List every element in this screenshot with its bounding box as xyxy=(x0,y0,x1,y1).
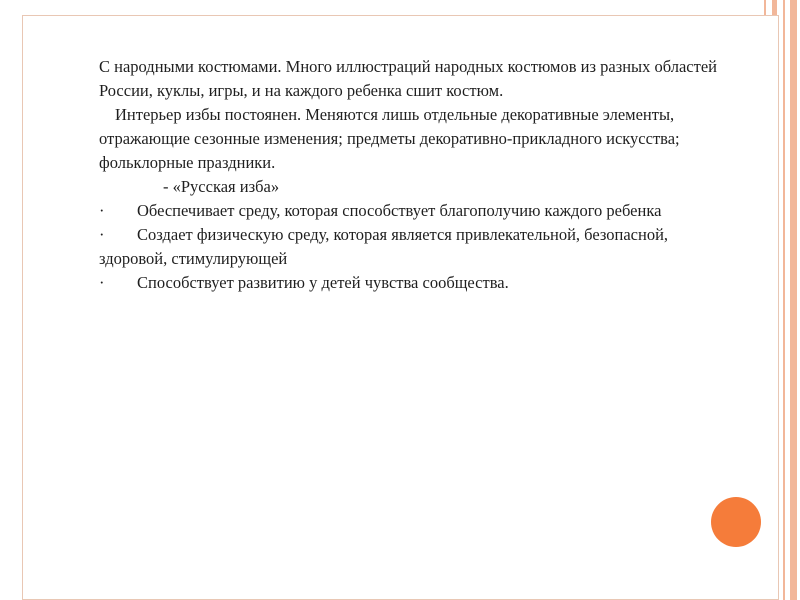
paragraph-interior: Интерьер избы постоянен. Меняются лишь отдельные декоративные элементы, отражающие сезонные изменения; предметы декоративно-прикладного искусства; фольклорные праздники. xyxy=(99,105,680,172)
paragraph-costumes: С народными костюмами. Много иллюстраций народных костюмов из разных областей России, куклы, игры, и на каждого ребенка сшит костюм. xyxy=(99,57,717,100)
slide-body-text xyxy=(99,55,719,295)
bullet-item xyxy=(99,199,719,223)
bullet-text: Обеспечивает среду, которая способствует благополучию каждого ребенка xyxy=(137,201,662,220)
sub-item-russian-izba: - «Русская изба» xyxy=(163,177,280,196)
bullet-text: Способствует развитию у детей чувства сообщества. xyxy=(137,273,509,292)
decorative-rule xyxy=(783,0,785,600)
bullet-item xyxy=(99,223,719,271)
bullet-text: Создает физическую среду, которая является привлекательной, безопасной, здоровой, стимулирующей xyxy=(99,225,669,268)
decorative-rule xyxy=(790,0,797,600)
bullet-marker: · xyxy=(99,273,105,292)
bullet-marker: · xyxy=(99,201,105,220)
bullet-item xyxy=(99,271,719,295)
orange-circle-decoration xyxy=(711,497,761,547)
bullet-marker: · xyxy=(99,225,105,244)
